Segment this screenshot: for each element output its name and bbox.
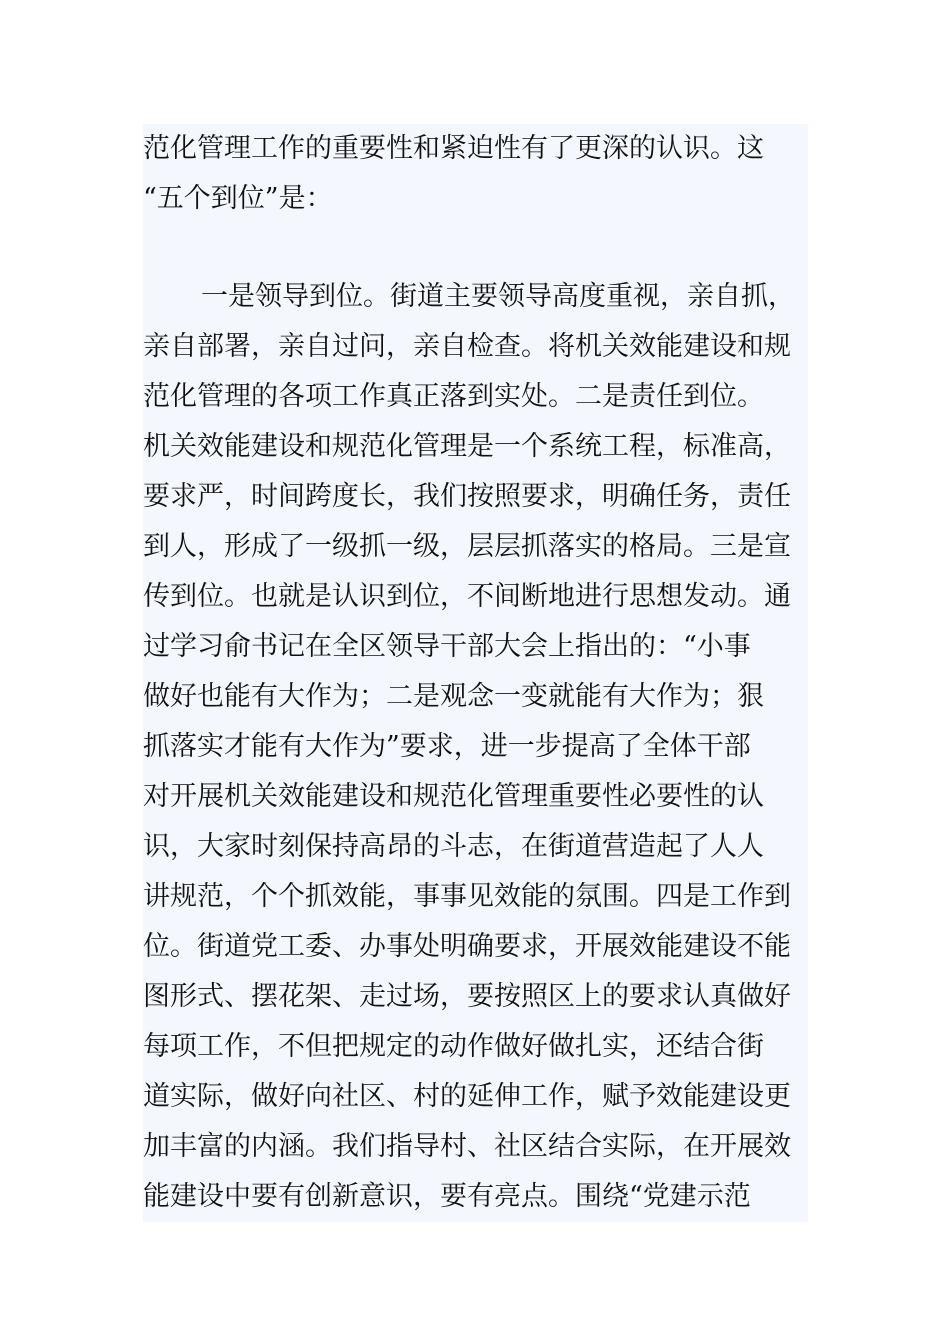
text-line: 对开展机关效能建设和规范化管理重要性必要性的认: [143, 781, 764, 812]
text-line: 范化管理的各项工作真正落到实处。二是责任到位。: [143, 381, 764, 412]
text-line: 到人，形成了一级抓一级，层层抓落实的格局。三是宣: [143, 531, 791, 562]
text-line: 每项工作，不但把规定的动作做好做扎实，还结合街: [143, 1031, 764, 1062]
text-line: 抓落实才能有大作为”要求，进一步提高了全体干部: [143, 731, 751, 762]
text-line: 要求严，时间跨度长，我们按照要求，明确任务，责任: [143, 481, 791, 512]
text-line: 位。街道党工委、办事处明确要求，开展效能建设不能: [143, 931, 791, 962]
text-line: 亲自部署，亲自过问，亲自检查。将机关效能建设和规: [143, 331, 791, 362]
text-line: 机关效能建设和规范化管理是一个系统工程，标准高，: [143, 431, 791, 462]
text-line: 范化管理工作的重要性和紧迫性有了更深的认识。这: [143, 133, 764, 164]
text-line: 传到位。也就是认识到位，不间断地进行思想发动。通: [143, 581, 791, 612]
text-line: 做好也能有大作为；二是观念一变就能有大作为；狠: [143, 681, 764, 712]
text-line: 道实际，做好向社区、村的延伸工作，赋予效能建设更: [143, 1081, 791, 1112]
paragraph-first-line: 一是领导到位。街道主要领导高度重视，亲自抓，: [201, 281, 795, 312]
text-line: 加丰富的内涵。我们指导村、社区结合实际，在开展效: [143, 1131, 791, 1162]
text-line: “五个到位”是：: [143, 183, 333, 214]
text-line: 能建设中要有创新意识，要有亮点。围绕“党建示范: [143, 1181, 751, 1212]
text-line: 识，大家时刻保持高昂的斗志，在街道营造起了人人: [143, 831, 764, 862]
blank-line: [143, 224, 808, 272]
body-text: [143, 124, 808, 1222]
text-line: 讲规范，个个抓效能，事事见效能的氛围。四是工作到: [143, 881, 791, 912]
text-line: 过学习俞书记在全区领导干部大会上指出的：“小事: [143, 631, 751, 662]
text-line: 图形式、摆花架、走过场，要按照区上的要求认真做好: [143, 981, 791, 1012]
